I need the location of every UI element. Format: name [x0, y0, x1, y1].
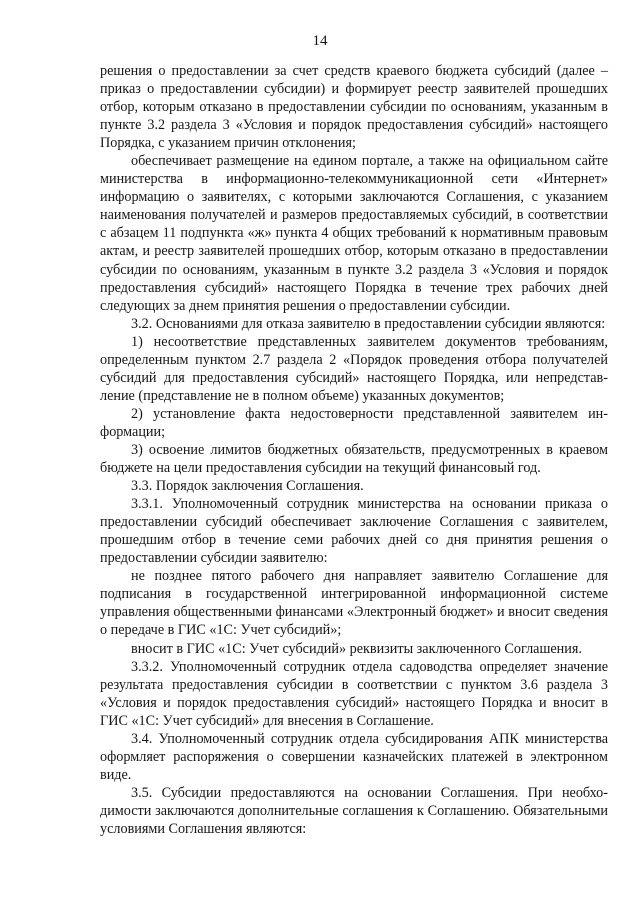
paragraph-refusal-reason-3: 3) освоение лимитов бюджетных обязательств, предусмотренных в краевом бюджете на цели предоставления субсидии на текущий финансовый год. — [100, 441, 608, 477]
paragraph-section-3-3: 3.3. Порядок заключения Соглашения. — [131, 478, 364, 495]
paragraph-section-3-2: 3.2. Основаниями для отказа заявителю в предоставлении субсидии являются: — [131, 315, 606, 332]
paragraph-send-agreement: не позднее пятого рабочего дня направляет заявителю Соглашение для подписания в государственной интегрированной информационной системе управления общественными финансами «Электронный бюджет» и вносит сведения о передаче в ГИС «1С: Учет субсидий»; — [100, 568, 608, 639]
paragraph-section-3-3-1: 3.3.1. Уполномоченный сотрудник министерства на основании приказа о предоставлении субсидий обеспечивает заключение Соглашения с заявителем, прошедшим отбор в течение семи рабочих дней со дня принятия решения о предоставлении субсидии заявителю: — [100, 496, 608, 567]
paragraph-section-3-5: 3.5. Субсидии предоставляются на основании Соглашения. При необходимости заключаются дополнительные соглашения к Соглашению. Обязательными условиями Соглашения являются: — [100, 784, 608, 837]
paragraph-decision-continuation: решения о предоставлении за счет средств краевого бюджета субсидий (далее – приказ о предоставлении субсидии) и формирует реестр заявителей прошедших отбор, которым отказано в предоставлении субсидии по основаниям, указанным в пункте 3.2 раздела 3 «Условия и порядок предоставления субсидий» настоящего Порядка, с указанием причин отклонения; — [100, 63, 608, 152]
paragraph-publication: обеспечивает размещение на едином портале, а также на официальном сайте министерства в информационно-телекоммуникационной сети «Интернет» информацию о заявителях, с которыми заключаются Соглашения, с указанием наименования получателей и размеров предоставляемых субсидий, в соответствии с абзацем 11 подпункта «ж» пункта 4 общих требований к нормативным правовым актам, и реестр заявителей прошедших отбор, которым отказано в предоставлении субсидии по основаниям, указанным в пункте 3.2 раздела 3 «Условия и порядок предоставления субсидий» настоящего Порядка в течение трех рабочих дней следующих за днем принятия решения о предоставлении субсидии. — [100, 153, 608, 314]
paragraph-section-3-4: 3.4. Уполномоченный сотрудник отдела субсидирования АПК министерства оформляет распоряжения о совершении казначейских платежей в электронном виде. — [100, 730, 608, 783]
paragraph-refusal-reason-2: 2) установление факта недостоверности представленной заявителем информации; — [100, 405, 608, 440]
page-number: 14 — [312, 33, 328, 49]
document-body — [100, 62, 608, 838]
paragraph-section-3-3-2: 3.3.2. Уполномоченный сотрудник отдела садоводства определяет значение результата предоставления субсидии в соответствии с пунктом 3.6 раздела 3 «Условия и порядок предоставления субсидий» настоящего Порядка и вносит в ГИС «1С: Учет субсидий» для внесения в Соглашение. — [100, 658, 608, 729]
paragraph-enter-details: вносит в ГИС «1С: Учет субсидий» реквизиты заключенного Соглашения. — [131, 640, 582, 657]
paragraph-refusal-reason-1: 1) несоответствие представленных заявителем документов требованиям, определенным пунктом 2.7 раздела 2 «Порядок проведения отбора получателей субсидий для предоставления субсидий» настоящего Порядка, или непредставление (представление не в полном объеме) указанных документов; — [100, 333, 608, 404]
